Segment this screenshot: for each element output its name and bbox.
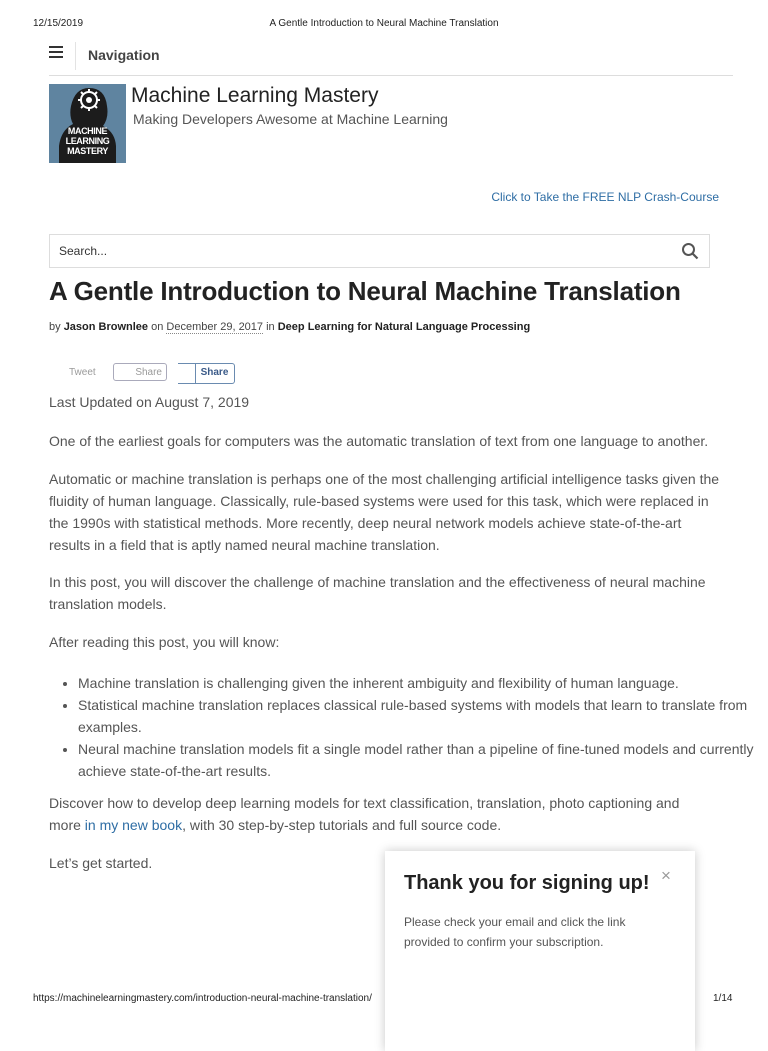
- post-byline: [49, 321, 530, 333]
- discover-text-end: , with 30 step-by-step tutorials and full source code.: [182, 817, 502, 833]
- nav-divider: [75, 42, 76, 70]
- navigation-label[interactable]: Navigation: [88, 47, 160, 63]
- popup-message: Please check your email and click the link provided to confirm your subscription.: [404, 915, 626, 949]
- menu-icon[interactable]: [49, 46, 63, 58]
- paragraph: One of the earliest goals for computers was the automatic translation of text from one language to another.: [49, 433, 709, 449]
- tweet-button[interactable]: Tweet: [69, 367, 96, 378]
- byline-on: on: [151, 321, 164, 333]
- discover-text: Discover how to develop deep learning models for text classification, translation, photo captioning and more: [49, 795, 680, 833]
- site-logo[interactable]: [49, 84, 126, 163]
- list-item: • Neural machine translation models fit a single model rather than a pipeline of fine-tuned models and currently achieve state-of-the-art results.: [78, 738, 758, 782]
- byline-by: by: [49, 321, 61, 333]
- paragraph: Automatic or machine translation is perhaps one of the most challenging artificial intelligence tasks given the fluidity of human language. Classically, rule-based systems were used for this task, which were replaced in the 1990s with statistical methods. More recently, deep neural network models achieve state-of-the-art results in a field that is aptly named neural machine translation.: [49, 471, 720, 553]
- search-icon[interactable]: [681, 242, 699, 260]
- navigation-bar: [49, 42, 733, 76]
- last-updated: Last Updated on August 7, 2019: [49, 394, 250, 410]
- book-link[interactable]: in my new book: [84, 817, 183, 833]
- author-link[interactable]: Jason Brownlee: [63, 321, 149, 333]
- list-item: • Machine translation is challenging given the inherent ambiguity and flexibility of human language.: [78, 672, 758, 694]
- share-label: Share: [195, 364, 233, 383]
- print-url: https://machinelearningmastery.com/introduction-neural-machine-translation/: [33, 993, 372, 1004]
- logo-text-line: MASTERY: [67, 146, 108, 156]
- paragraph: After reading this post, you will know:: [49, 634, 280, 650]
- print-page-number: 1/14: [713, 993, 733, 1004]
- share-button[interactable]: Share: [113, 363, 167, 381]
- key-points-list: [49, 672, 758, 782]
- logo-text-line: MACHINE: [67, 126, 108, 136]
- lets-get-started: Let’s get started.: [49, 855, 153, 871]
- popup-title: Thank you for signing up!: [404, 872, 650, 894]
- search-input[interactable]: Search...: [59, 244, 108, 258]
- byline-in: in: [266, 321, 275, 333]
- close-icon[interactable]: ×: [661, 866, 671, 885]
- discover-paragraph: [49, 792, 699, 836]
- search-box[interactable]: [49, 234, 710, 268]
- site-tagline: Making Developers Awesome at Machine Learning: [133, 111, 448, 127]
- crash-course-link[interactable]: Click to Take the FREE NLP Crash-Course: [491, 190, 719, 204]
- category-link[interactable]: Deep Learning for Natural Language Processing: [277, 321, 531, 333]
- logo-text-line: LEARNING: [65, 136, 110, 146]
- signup-confirmation-popup: [385, 851, 695, 1051]
- share-button-linkedin[interactable]: [178, 363, 235, 384]
- site-title[interactable]: Machine Learning Mastery: [131, 84, 379, 107]
- list-item: • Statistical machine translation replaces classical rule-based systems with models that learn to translate from examples.: [78, 694, 758, 738]
- post-title: A Gentle Introduction to Neural Machine Translation: [49, 276, 681, 306]
- print-date: 12/15/2019: [33, 18, 84, 29]
- post-date: December 29, 2017: [166, 321, 264, 333]
- paragraph: In this post, you will discover the challenge of machine translation and the effectiveness of neural machine translation models.: [49, 574, 706, 612]
- print-title: A Gentle Introduction to Neural Machine Translation: [269, 18, 499, 29]
